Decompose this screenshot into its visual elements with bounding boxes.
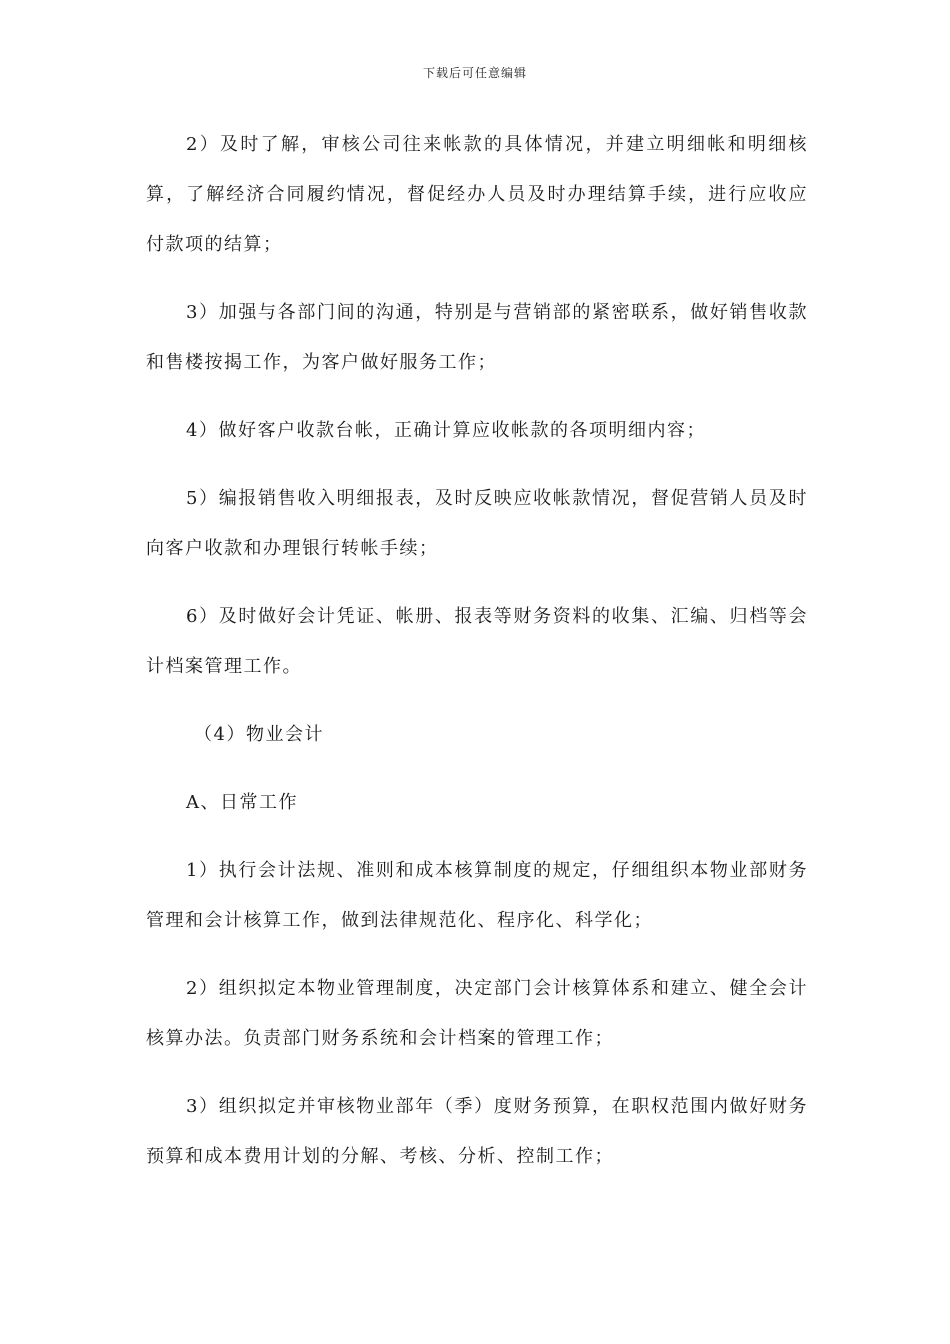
paragraph-item-3b: 3）组织拟定并审核物业部年（季）度财务预算，在职权范围内做好财务预算和成本费用计划的分解、考核、分析、控制工作；	[146, 1096, 808, 1167]
sub-heading-daily-work: A、日常工作	[186, 792, 298, 813]
paragraph-item-4: 4）做好客户收款台帐，正确计算应收帐款的各项明细内容；	[186, 420, 706, 441]
paragraph-item-3: 3）加强与各部门间的沟通，特别是与营销部的紧密联系，做好销售收款和售楼按揭工作，为客户做好服务工作；	[146, 302, 808, 373]
paragraph-item-1: 1）执行会计法规、准则和成本核算制度的规定，仔细组织本物业部财务管理和会计核算工作，做到法律规范化、程序化、科学化；	[146, 860, 808, 931]
paragraph-item-6: 6）及时做好会计凭证、帐册、报表等财务资料的收集、汇编、归档等会计档案管理工作。	[146, 606, 808, 677]
page-header: 下载后可任意编辑	[422, 66, 527, 80]
paragraph-item-5: 5）编报销售收入明细报表，及时反映应收帐款情况，督促营销人员及时向客户收款和办理银行转帐手续；	[146, 488, 808, 559]
section-heading-property-accounting: （4）物业会计	[194, 724, 324, 745]
document-body	[146, 120, 808, 1200]
paragraph-item-2b: 2）组织拟定本物业管理制度，决定部门会计核算体系和建立、健全会计核算办法。负责部门财务系统和会计档案的管理工作；	[146, 978, 808, 1049]
paragraph-item-2: 2）及时了解，审核公司往来帐款的具体情况，并建立明细帐和明细核算，了解经济合同履约情况，督促经办人员及时办理结算手续，进行应收应付款项的结算；	[146, 134, 808, 255]
